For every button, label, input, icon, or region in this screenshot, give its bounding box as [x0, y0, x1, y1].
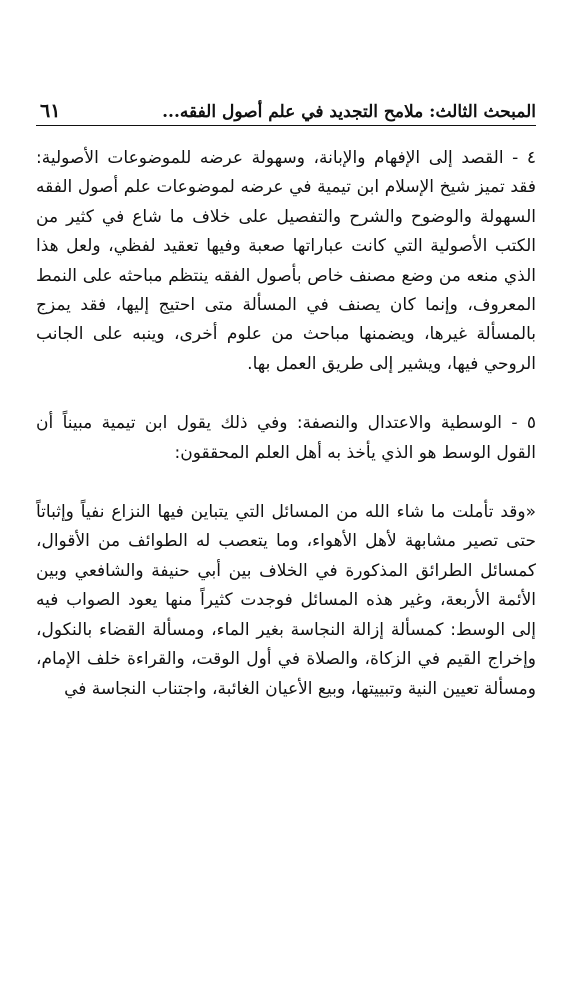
paragraph-spacer [36, 379, 536, 409]
paragraph-point-4: ٤ - القصد إلى الإفهام والإبانة، وسهولة عرضه للموضوعات الأصولية: فقد تميز شيخ الإسلام ابن تيمية في عرضه لموضوعات علم أصول الفقه السهولة والوضوح والشرح والتفصيل على خلاف ما شاع في كثير من الكتب الأصولية التي كانت عباراتها صعبة وفيها تعقيد لفظي، ولعل هذا الذي منعه من وضع مصنف خاص بأصول الفقه ينتظم مباحثه على النمط المعروف، وإنما كان يصنف في المسألة متى احتيج إليها، فقد يمزج بالمسألة غيرها، ويضمنها مباحث من علوم أخرى، وينبه على الجانب الروحي فيها، ويشير إلى طريق العمل بها. [36, 148, 536, 374]
paragraph-quotation: «وقد تأملت ما شاء الله من المسائل التي يتباين فيها النزاع نفياً وإثباتاً حتى تصير مشابهة لأهل الأهواء، وما يتعصب له الطوائف من الأقوال، كمسائل الطرائق المذكورة في الخلاف بين أبي حنيفة والشافعي وبين الأئمة الأربعة، وغير هذه المسائل فوجدت كثيراً منها يعود الصواب فيه إلى الوسط: كمسألة إزالة النجاسة بغير الماء، ومسألة القضاء بالنكول، وإخراج القيم في الزكاة، والصلاة في أول الوقت، والقراءة خلف الإمام، ومسألة تعيين النية وتبييتها، وبيع الأعيان الغائبة، واجتناب النجاسة في [36, 502, 536, 699]
body-text [36, 144, 536, 704]
paragraph-point-5: ٥ - الوسطية والاعتدال والنصفة: وفي ذلك يقول ابن تيمية مبيناً أن القول الوسط هو الذي يأخذ به أهل العلم المحققون: [36, 413, 536, 463]
paragraph-spacer [36, 468, 536, 498]
header-divider [36, 125, 536, 126]
running-header [36, 88, 536, 122]
chapter-title: المبحث الثالث: ملامح التجديد في علم أصول الفقه... [162, 102, 536, 122]
page-number: ٦١ [40, 100, 61, 122]
